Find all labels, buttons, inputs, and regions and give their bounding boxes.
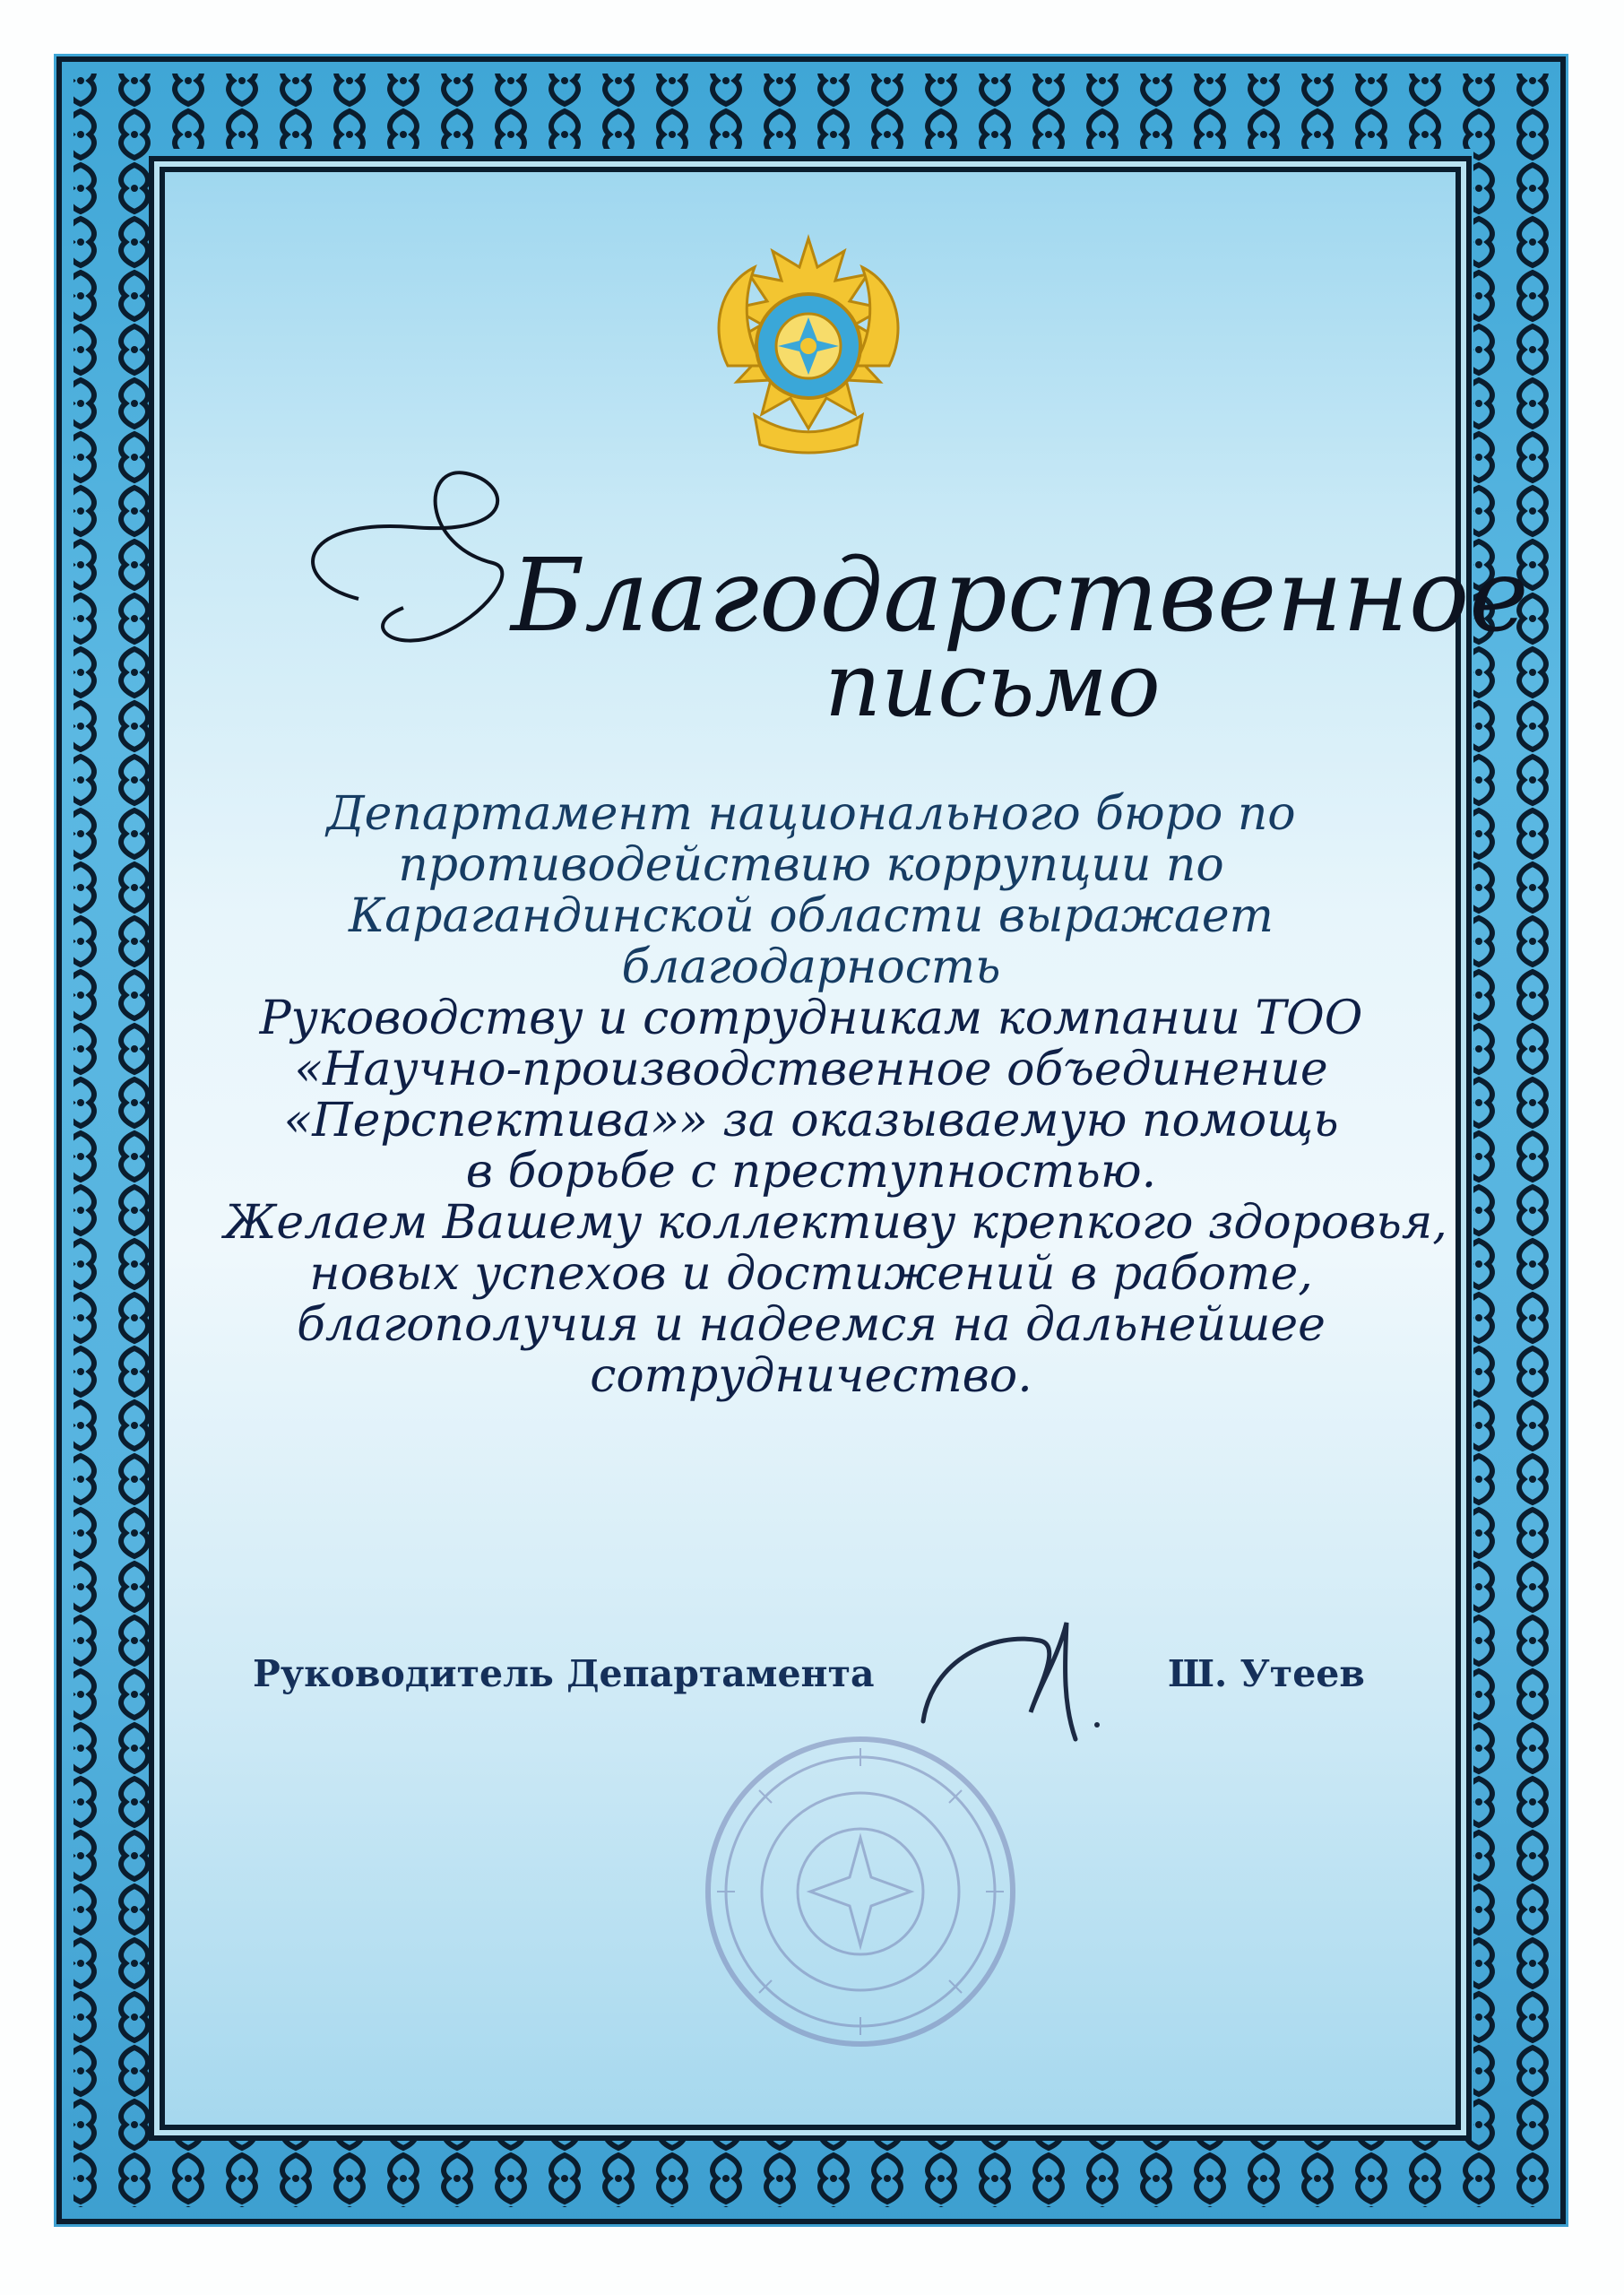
round-seal-stamp <box>699 1730 1022 2053</box>
body-line: Руководству и сотрудникам компании ТОО <box>259 992 1363 1045</box>
title-line-2: письмо <box>825 635 1161 737</box>
body-line: благодарность <box>621 940 1001 994</box>
letter-body <box>224 787 1447 1403</box>
body-line: сотрудничество. <box>590 1349 1032 1403</box>
body-line: противодействию коррупции по <box>398 838 1224 892</box>
body-line: Карагандинской области выражает <box>349 889 1274 943</box>
state-emblem-icon <box>692 231 925 464</box>
body-line: благополучия и надеемся на дальнейшее <box>297 1298 1326 1352</box>
body-line: Департамент национального бюро по <box>326 787 1296 841</box>
body-line: «Научно-производственное объединение <box>294 1043 1328 1096</box>
signer-name: Ш. Утеев <box>1168 1652 1365 1695</box>
certificate-title <box>287 446 1529 751</box>
body-line: в борьбе с преступностью. <box>465 1145 1157 1199</box>
title-line-1: Благодарственное <box>511 538 1529 654</box>
signer-position: Руководитель Департамента <box>253 1652 875 1695</box>
body-line: «Перспектива»» за оказываемую помощь <box>283 1094 1339 1148</box>
body-line: Желаем Вашему коллективу крепкого здоровья, <box>224 1196 1447 1250</box>
body-line: новых успехов и достижений в работе, <box>309 1247 1313 1301</box>
